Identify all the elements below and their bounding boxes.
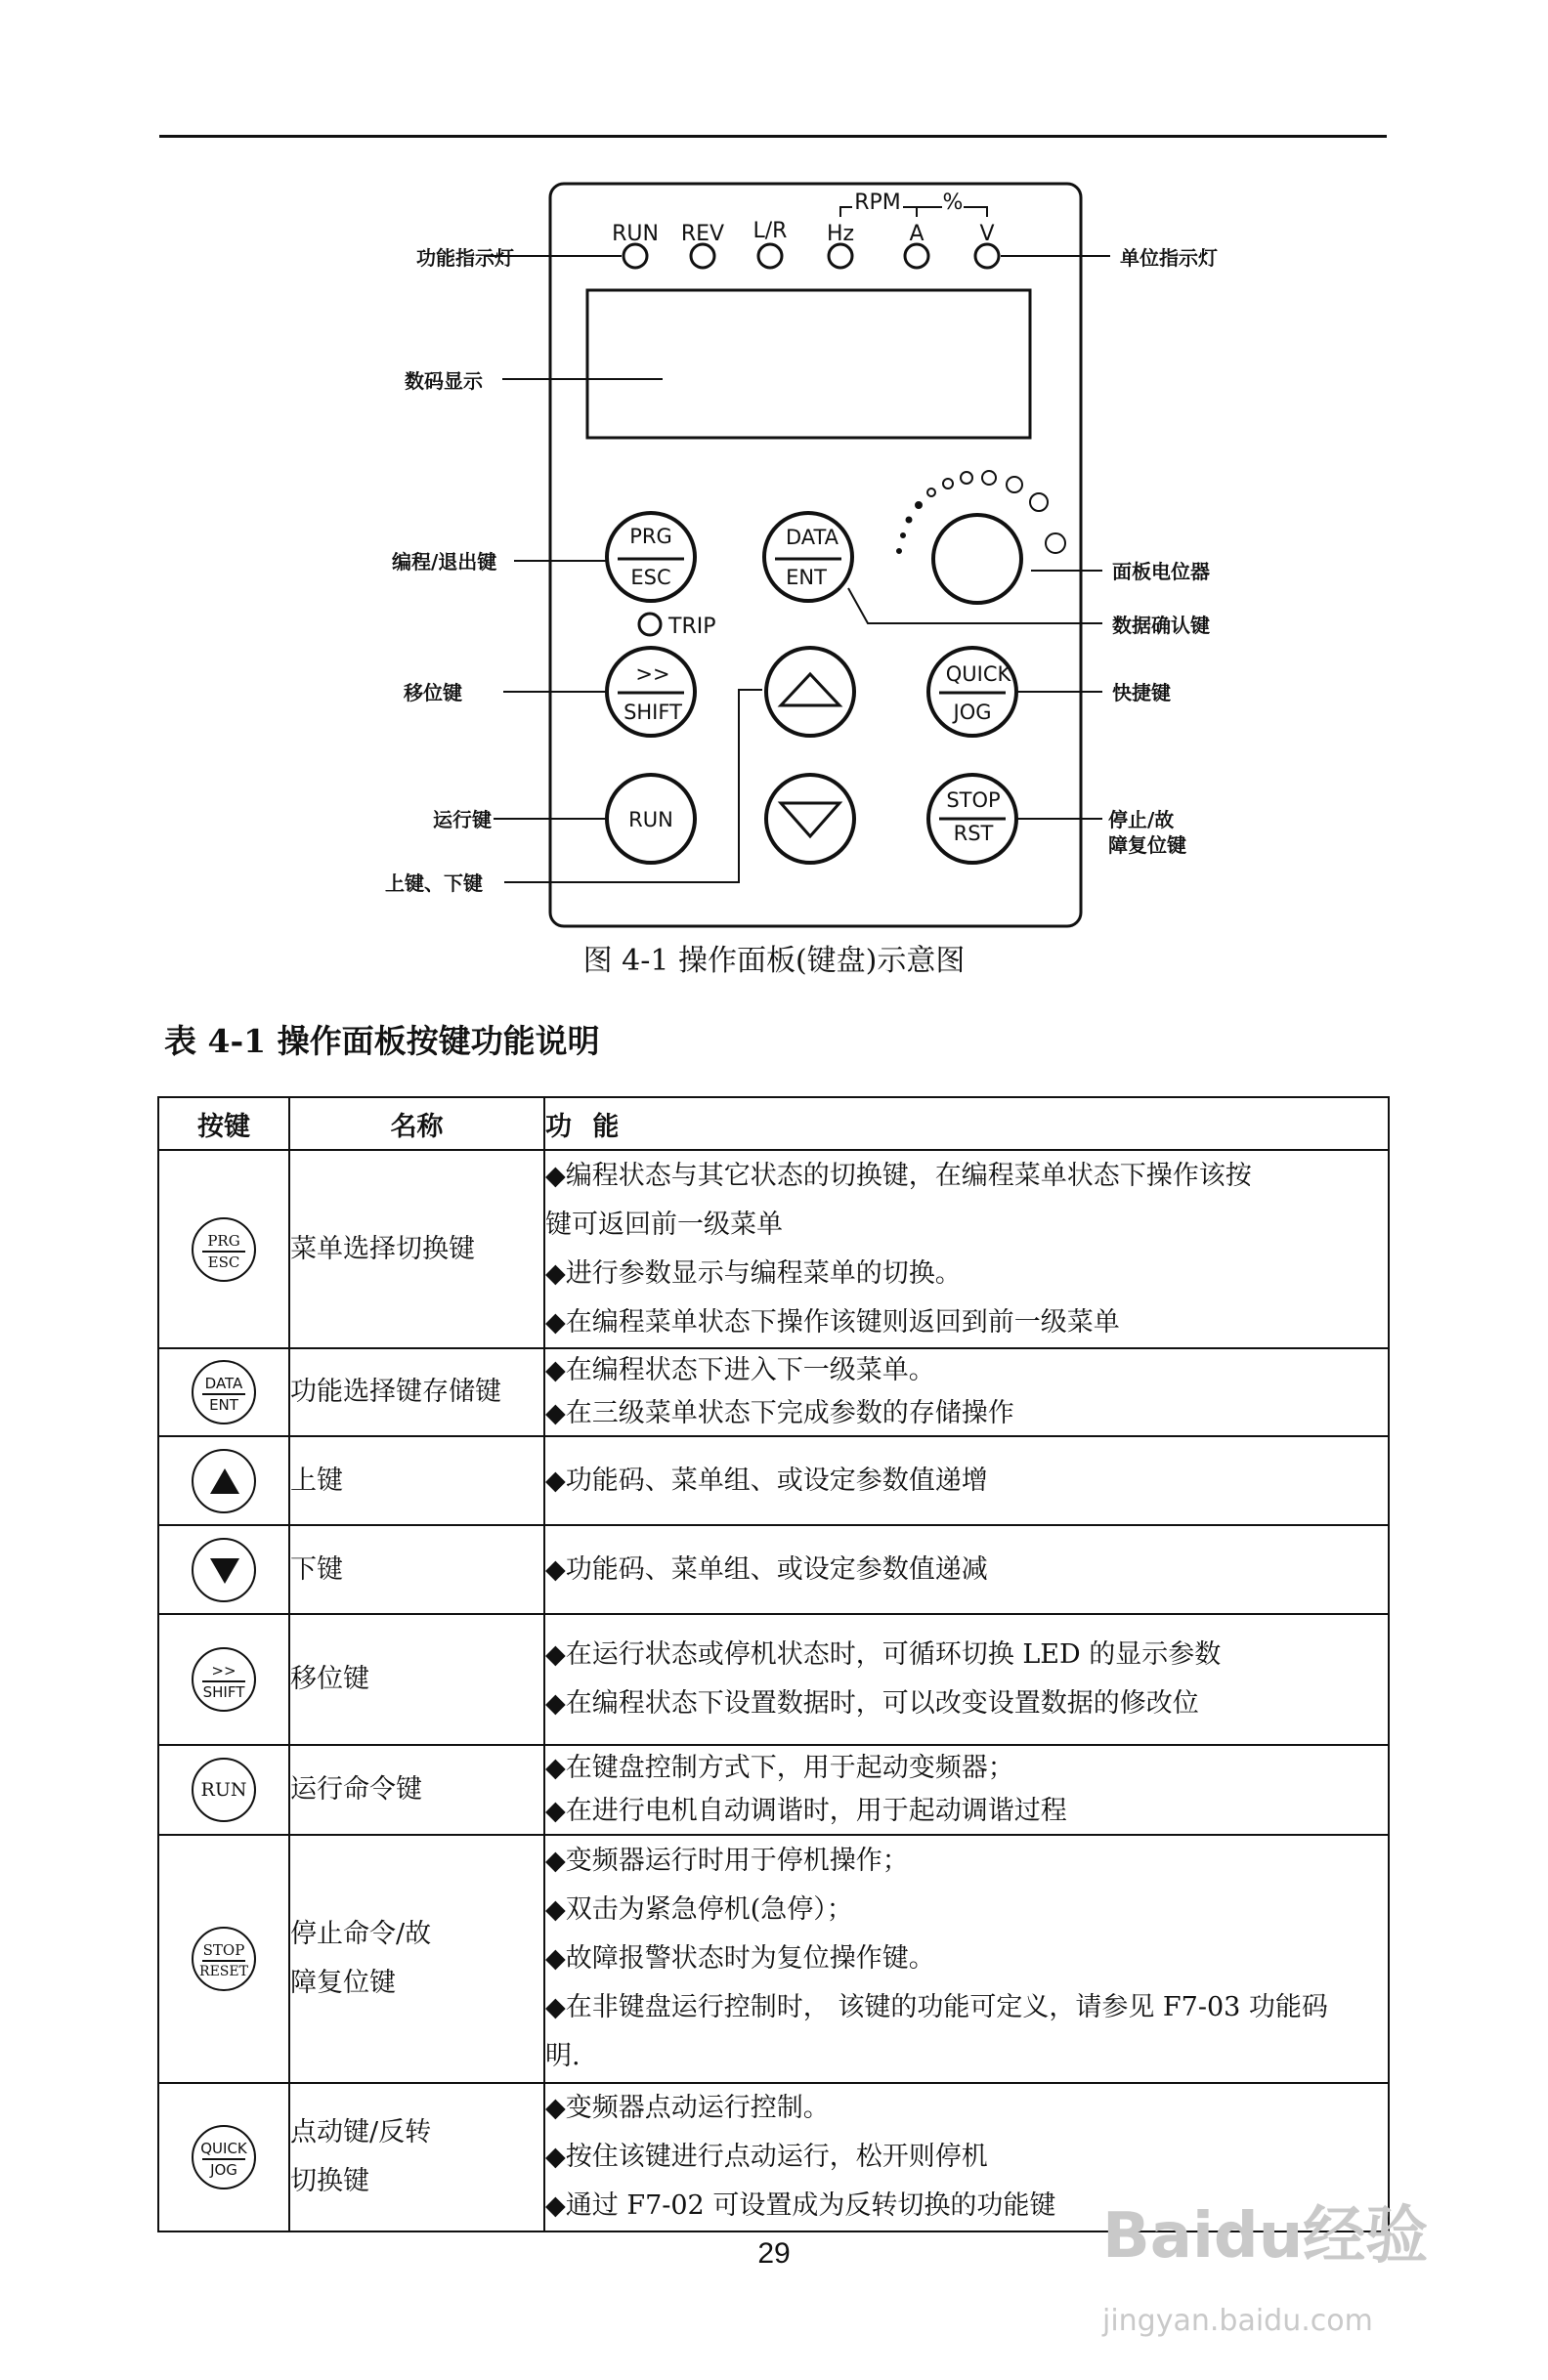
- svg-text:ESC: ESC: [630, 566, 671, 589]
- header-function: 功 能: [544, 1097, 1389, 1150]
- quick-jog-key[interactable]: [928, 648, 1016, 736]
- function-line: ◆在编程菜单状态下操作该键则返回到前一级菜单: [545, 1306, 1120, 1338]
- svg-text:JOG: JOG: [953, 701, 992, 724]
- callout-stop-reset-line1: 停止/故: [1108, 808, 1175, 831]
- svg-text:STOP: STOP: [946, 788, 1001, 812]
- key-name: 障复位键: [290, 1968, 396, 1998]
- prg-esc-key[interactable]: [607, 513, 695, 601]
- key-name: 移位键: [290, 1664, 369, 1694]
- led-run: [624, 244, 647, 268]
- table-row: [158, 1150, 1389, 1348]
- callout-panel-potentiometer: 面板电位器: [1112, 560, 1210, 583]
- key-function-table: [157, 1096, 1390, 2232]
- function-line: ◆功能码、菜单组、或设定参数值递减: [545, 1553, 988, 1585]
- data-ent-key-icon: DATA ENT: [192, 1360, 256, 1424]
- function-line: ◆功能码、菜单组、或设定参数值递增: [545, 1465, 988, 1496]
- svg-text:SHIFT: SHIFT: [624, 701, 682, 724]
- data-ent-key[interactable]: [764, 513, 852, 601]
- down-key-icon: [192, 1538, 256, 1602]
- table-header-row: [158, 1097, 1389, 1150]
- svg-text:QUICK: QUICK: [945, 662, 1011, 686]
- function-line: ◆在键盘控制方式下，用于起动变频器；: [545, 1753, 1014, 1783]
- function-line: 键可返回前一级菜单: [545, 1209, 783, 1240]
- quick-jog-key-icon: QUICK JOG: [192, 2125, 256, 2189]
- led-trip: [639, 614, 661, 635]
- stop-reset-key-icon: STOP RESET: [192, 1927, 256, 1991]
- callout-function-indicator: 功能指示灯: [416, 246, 514, 270]
- table-row: [158, 1745, 1389, 1835]
- led-v: [975, 244, 999, 268]
- table-row: [158, 1614, 1389, 1745]
- callout-quick-key: 快捷键: [1112, 681, 1171, 704]
- potentiometer-knob[interactable]: [933, 515, 1021, 603]
- callout-unit-indicator: 单位指示灯: [1120, 246, 1218, 270]
- key-name: 功能选择键存储键: [290, 1377, 501, 1407]
- function-line: ◆变频器运行时用于停机操作；: [545, 1846, 909, 1876]
- figure-caption: 图 4-1 操作面板(键盘)示意图: [582, 944, 966, 978]
- callout-stop-reset-line2: 障复位键: [1108, 833, 1186, 857]
- shift-key[interactable]: [607, 648, 695, 736]
- up-key[interactable]: [766, 648, 854, 736]
- table-row: [158, 1348, 1389, 1436]
- trip-label: TRIP: [668, 615, 716, 639]
- key-name: 上键: [290, 1465, 343, 1496]
- function-line: ◆变频器点动运行控制。: [545, 2093, 830, 2123]
- function-line: ◆在三级菜单状态下完成参数的存储操作: [545, 1398, 1014, 1428]
- potentiometer-scale-dots: [897, 471, 1065, 553]
- led-hz: [829, 244, 852, 268]
- table-row: [158, 1835, 1389, 2083]
- indicator-label-run: RUN: [612, 222, 659, 246]
- function-line: ◆编程状态与其它状态的切换键，在编程菜单状态下操作该按: [545, 1160, 1252, 1191]
- function-line: ◆在编程状态下进入下一级菜单。: [545, 1355, 935, 1385]
- key-name: 切换键: [290, 2166, 369, 2196]
- indicator-label-hz: Hz: [826, 222, 855, 246]
- run-key[interactable]: [607, 775, 695, 863]
- page-number: 29: [757, 2237, 791, 2270]
- key-name: 点动键/反转: [290, 2117, 432, 2147]
- callout-data-confirm-key: 数据确认键: [1112, 614, 1210, 637]
- function-line: ◆在编程状态下设置数据时，可以改变设置数据的修改位: [545, 1688, 1199, 1719]
- function-line: ◆进行参数显示与编程菜单的切换。: [545, 1257, 962, 1289]
- digital-display: [587, 290, 1030, 438]
- callout-digital-display: 数码显示: [405, 369, 483, 393]
- up-key-icon: [192, 1449, 256, 1513]
- header-name: 名称: [289, 1097, 544, 1150]
- callout-shift-key: 移位键: [404, 681, 462, 704]
- watermark-url: jingyan.baidu.com: [1102, 2304, 1373, 2338]
- indicator-label-rev: REV: [680, 222, 725, 246]
- svg-text:RUN: RUN: [628, 808, 673, 831]
- function-line: ◆在非键盘运行控制时， 该键的功能可定义，请参见 F7-03 功能码: [545, 1992, 1328, 2022]
- operation-panel-diagram: [0, 0, 1548, 987]
- table-title: 表 4-1 操作面板按键功能说明: [164, 1022, 600, 1060]
- prg-esc-key-icon: PRG ESC: [192, 1217, 256, 1282]
- header-key: 按键: [158, 1097, 289, 1150]
- function-line: ◆双击为紧急停机(急停）；: [545, 1894, 853, 1925]
- led-rev: [691, 244, 714, 268]
- svg-text:DATA: DATA: [785, 526, 839, 549]
- key-name: 运行命令键: [290, 1774, 422, 1805]
- indicator-label-rpm: RPM: [854, 191, 901, 215]
- down-key[interactable]: [766, 775, 854, 863]
- key-name: 下键: [290, 1553, 343, 1585]
- key-name: 停止命令/故: [290, 1919, 432, 1949]
- svg-text:PRG: PRG: [629, 525, 672, 548]
- function-line: ◆通过 F7-02 可设置成为反转切换的功能键: [545, 2190, 1056, 2221]
- function-line: ◆在进行电机自动调谐时，用于起动调谐过程: [545, 1796, 1067, 1826]
- led-a: [905, 244, 928, 268]
- run-key-icon: RUN: [192, 1758, 256, 1822]
- callout-prog-exit-key: 编程/退出键: [392, 550, 497, 574]
- key-name: 菜单选择切换键: [290, 1233, 475, 1264]
- table-row: [158, 1525, 1389, 1614]
- indicator-label-lr: L/R: [752, 219, 788, 243]
- indicator-label-a: A: [909, 222, 924, 246]
- watermark-logo: Baidu经验: [1102, 2200, 1429, 2273]
- shift-key-icon: >> SHIFT: [192, 1647, 256, 1712]
- function-line: ◆在运行状态或停机状态时，可循环切换 LED 的显示参数: [545, 1639, 1222, 1670]
- svg-text:RST: RST: [953, 822, 994, 845]
- function-line: 明.: [545, 2041, 580, 2071]
- function-line: ◆按住该键进行点动运行，松开则停机: [545, 2142, 988, 2172]
- stop-rst-key[interactable]: [928, 775, 1016, 863]
- baidu-watermark: [1093, 2140, 1484, 2364]
- svg-text:>>: >>: [635, 662, 670, 686]
- svg-text:ENT: ENT: [786, 566, 827, 589]
- callout-run-key: 运行键: [433, 808, 492, 831]
- function-line: ◆故障报警状态时为复位操作键。: [545, 1943, 935, 1974]
- callout-up-down-keys: 上键、下键: [385, 871, 483, 895]
- indicator-label-percent: %: [942, 191, 964, 215]
- table-row: [158, 1436, 1389, 1525]
- indicator-label-v: V: [979, 222, 995, 246]
- led-lr: [758, 244, 782, 268]
